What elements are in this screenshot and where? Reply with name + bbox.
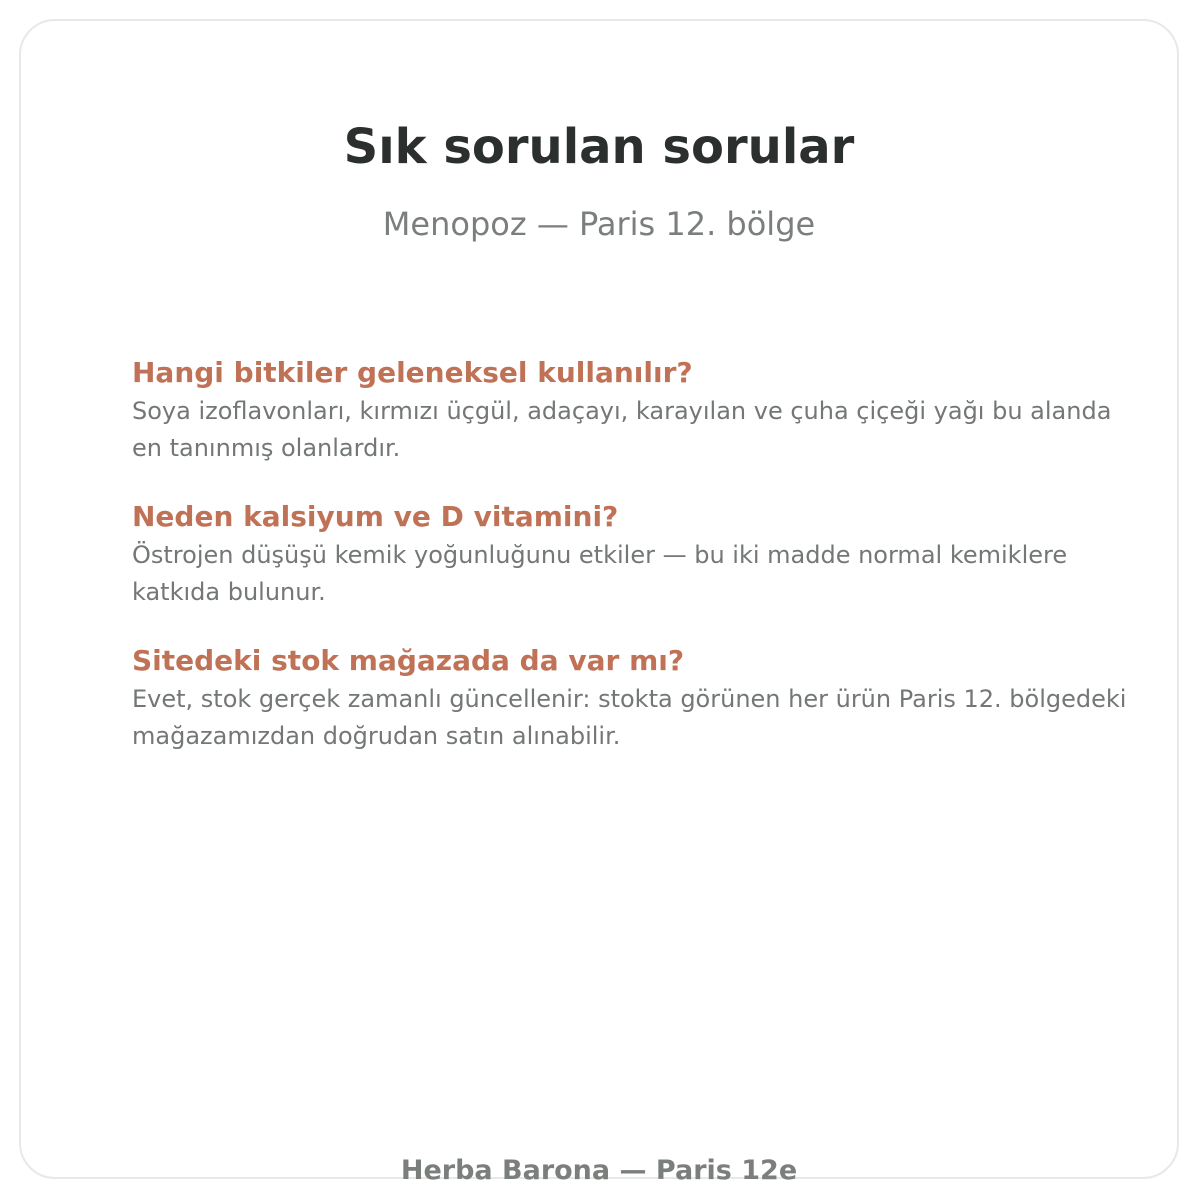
faq-question: Hangi bitkiler geleneksel kullanılır?: [132, 356, 693, 389]
faq-item: [132, 641, 1132, 755]
faq-item: [132, 353, 1132, 467]
page-title: Sık sorulan sorular: [343, 119, 855, 175]
footer-brand: Herba Barona — Paris 12e: [400, 1155, 798, 1186]
faq-list: [132, 353, 1132, 785]
faq-question: Sitedeki stok mağazada da var mı?: [132, 644, 685, 677]
faq-answer: Evet, stok gerçek zamanlı güncellenir: stokta görünen her ürün Paris 12. bölgedeki mağazamızdan doğrudan satın alınabilir.: [132, 685, 1127, 750]
faq-item: [132, 497, 1132, 611]
page-subtitle: Menopoz — Paris 12. bölge: [382, 205, 816, 243]
faq-card: [19, 19, 1179, 1186]
faq-answer: Östrojen düşüşü kemik yoğunluğunu etkiler — bu iki madde normal kemiklere katkıda bulunur.: [132, 541, 1068, 606]
faq-question: Neden kalsiyum ve D vitamini?: [132, 500, 619, 533]
faq-answer: Soya izoflavonları, kırmızı üçgül, adaçayı, karayılan ve çuha çiçeği yağı bu alanda en tanınmış olanlardır.: [132, 397, 1112, 462]
